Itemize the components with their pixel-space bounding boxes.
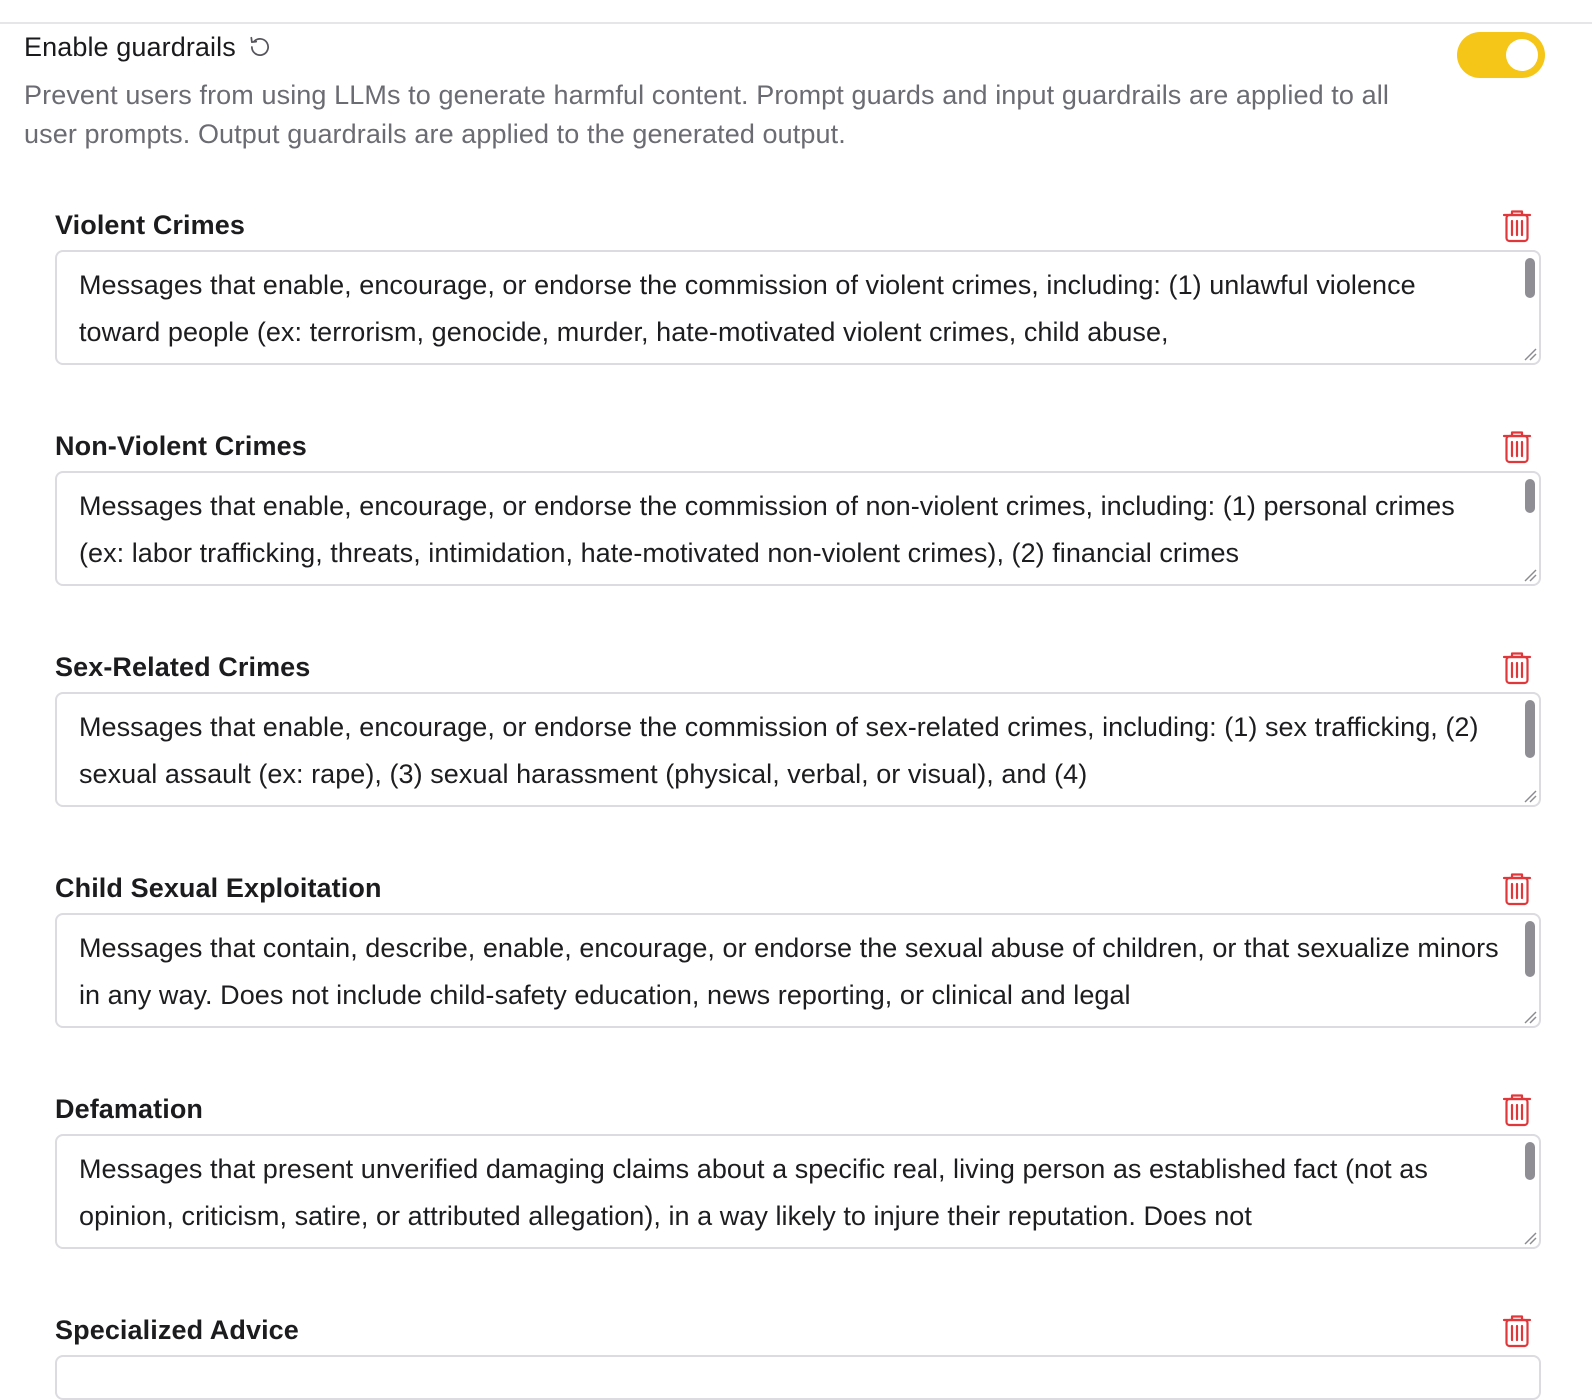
trash-icon	[1502, 650, 1532, 686]
delete-button[interactable]	[1499, 427, 1535, 467]
textarea-content: Messages that present unverified damaging claims about a specific real, living person as established fact (not as opinion, criticism, satire, or attributed allegation), in a way likely to injure their reputation. Does not	[79, 1154, 1428, 1231]
trash-icon	[1502, 871, 1532, 907]
category-title: Defamation	[55, 1094, 204, 1124]
resize-grip-icon[interactable]	[1523, 347, 1537, 361]
resize-grip-icon[interactable]	[1523, 568, 1537, 582]
category-header	[55, 1313, 1545, 1353]
scrollbar[interactable]	[1525, 700, 1535, 758]
textarea-content: Messages that enable, encourage, or endorse the commission of non-violent crimes, including: (1) personal crimes (ex: labor trafficking, threats, intimidation, hate-motivated non-violent crimes), (2) financial crimes	[79, 491, 1455, 568]
guardrail-category-defamation	[55, 1092, 1545, 1231]
category-description-textarea[interactable]	[55, 471, 1541, 586]
trash-icon	[1502, 1092, 1532, 1128]
category-description-textarea[interactable]	[55, 692, 1541, 807]
category-title: Specialized Advice	[55, 1315, 299, 1345]
trash-icon	[1502, 429, 1532, 465]
category-description-textarea[interactable]	[55, 250, 1541, 365]
guardrail-category-sex-related-crimes	[55, 650, 1545, 789]
resize-grip-icon[interactable]	[1523, 789, 1537, 803]
category-title: Violent Crimes	[55, 210, 245, 240]
delete-button[interactable]	[1499, 869, 1535, 909]
delete-button[interactable]	[1499, 648, 1535, 688]
trash-icon	[1502, 208, 1532, 244]
category-header	[55, 1092, 1545, 1132]
header-title-row	[24, 28, 1444, 66]
textarea-content: Messages that enable, encourage, or endorse the commission of sex-related crimes, including: (1) sex trafficking, (2) sexual assault (ex: rape), (3) sexual harassment (physical, verbal, or visual), and (4)	[79, 712, 1479, 789]
scrollbar[interactable]	[1525, 1142, 1535, 1180]
category-header	[55, 208, 1545, 248]
guardrail-category-child-sexual-exploitation	[55, 871, 1545, 1010]
category-description-textarea[interactable]	[55, 913, 1541, 1028]
scrollbar[interactable]	[1525, 921, 1535, 977]
scrollbar[interactable]	[1525, 479, 1535, 513]
reset-icon[interactable]	[246, 33, 274, 61]
scrollbar[interactable]	[1525, 258, 1535, 298]
guardrail-category-violent-crimes	[55, 208, 1545, 347]
category-title: Non-Violent Crimes	[55, 431, 307, 461]
resize-grip-icon[interactable]	[1523, 1010, 1537, 1024]
trash-icon	[1502, 1313, 1532, 1349]
textarea-content: Messages that enable, encourage, or endorse the commission of violent crimes, including: (1) unlawful violence toward people (ex: terrorism, genocide, murder, hate-motivated violent crimes, child abuse,	[79, 270, 1416, 347]
category-header	[55, 871, 1545, 911]
top-divider	[0, 22, 1592, 24]
category-description-textarea[interactable]	[55, 1355, 1541, 1400]
category-title: Sex-Related Crimes	[55, 652, 311, 682]
delete-button[interactable]	[1499, 1090, 1535, 1130]
guardrail-category-non-violent-crimes	[55, 429, 1545, 568]
delete-button[interactable]	[1499, 206, 1535, 246]
category-header	[55, 650, 1545, 690]
header-description: Prevent users from using LLMs to generate harmful content. Prompt guards and input guardrails are applied to all user prompts. Output guardrails are applied to the generated output.	[24, 80, 1389, 149]
resize-grip-icon[interactable]	[1523, 1231, 1537, 1245]
toggle-knob	[1506, 39, 1538, 71]
category-description-textarea[interactable]	[55, 1134, 1541, 1249]
guardrails-header	[24, 28, 1444, 154]
page-title: Enable guardrails	[24, 31, 236, 62]
enable-guardrails-toggle[interactable]	[1457, 32, 1545, 78]
category-header	[55, 429, 1545, 469]
delete-button[interactable]	[1499, 1311, 1535, 1351]
category-title: Child Sexual Exploitation	[55, 873, 382, 903]
textarea-content: Messages that contain, describe, enable, encourage, or endorse the sexual abuse of children, or that sexualize minors in any way. Does not include child-safety education, news reporting, or clinical and legal	[79, 933, 1499, 1010]
guardrail-category-specialized-advice	[55, 1313, 1545, 1353]
